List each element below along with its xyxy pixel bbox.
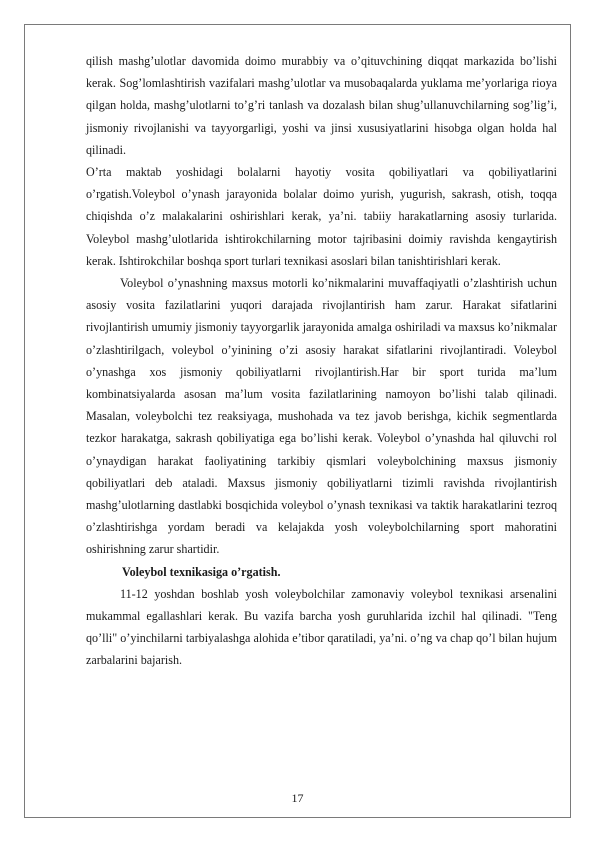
paragraph-3: Voleybol o’ynashning maxsus motorli ko’nikmalarini muvaffaqiyatli o’zlashtirish uchun asosiy vosita fazilatlarini yuqori darajada rivojlantirish ham zarur. Harakat sifatlarini rivojlantirish umumiy jismoniy tayyorgarlik jarayonida amalga oshiriladi va maxsus ko’nikmalar o’zlashtirilgach, voleybol o’yinining o’zi asosiy harakat sifatlarini rivojlantiradi. Voleybol o’ynashga xos jismoniy qobiliyatlarni rivojlantirish.Har bir sport turida ma’lum kombinatsiyalarda asosan ma’lum vosita fazilatlarining namoyon bo’lishi talab qilinadi. Masalan, voleybolchi tez reaksiyaga, mushohada va tez javob berishga, kichik segmentlarda tezkor harakatga, sakrash qobiliyatiga ega bo’lishi kerak. Voleybol o’ynashda hal qiluvchi rol o’ynaydigan harakat faoliyatining tarkibiy qismlari voleybolchining maxsus jismoniy qobiliyatlari deb ataladi. Maxsus jismoniy qobiliyatlarni tizimli ravishda rivojlantirish mashg’ulotlarning dastlabki bosqichida voleybol o’ynash texnikasi va taktik harakatlarini tezroq o’zlashtirishga yordam beradi va kelajakda yosh voleybolchilarning sport mahoratini oshirishning zarur shartidir. — [86, 276, 557, 557]
paragraph-4: 11-12 yoshdan boshlab yosh voleybolchilar zamonaviy voleybol texnikasi arsenalini mukammal egallashlari kerak. Bu vazifa barcha yosh guruhlarida izchil hal qilinadi. "Teng qo’lli" o’yinchilarni tarbiyalashga alohida e’tibor qaratiladi, ya’ni. o’ng va chap qo’l bilan hujum zarbalarini bajarish. — [86, 586, 557, 668]
page-content — [86, 50, 557, 672]
paragraph-1: qilish mashg’ulotlar davomida doimo murabbiy va o’qituvchining diqqat markazida bo’lishi kerak. Sog’lomlashtirish vazifalari mashg’ulotlar va musobaqalarda yuklama me’yorlariga rioya qilgan holda, mashg’ulotlarni to’g’ri tanlash va dozalash bilan shug’ullanuvchilarning sog’lig’i, jismoniy rivojlanishi va tayyorgarligi, yoshi va jinsi xususiyatlarini hisobga olgan holda hal qilinadi. — [86, 54, 557, 157]
page-number: 17 — [291, 791, 304, 805]
paragraph-2: O’rta maktab yoshidagi bolalarni hayotiy vosita qobiliyatlari va qobiliyatlarini o’rgatish.Voleybol o’ynash jarayonida bolalar doimo yurish, yugurish, sakrash, otish, toqqa chiqishda o’z malakalarini oshirishlari kerak, ya’ni. tabiiy harakatlarning asosiy turlarida. Voleybol mashg’ulotlarida ishtirokchilarning motor tajribasini doimiy ravishda kengaytirish kerak. Ishtirokchilar boshqa sport turlari texnikasi asoslari bilan tanishtirishlari kerak. — [86, 165, 557, 268]
section-heading: Voleybol texnikasiga o’rgatish. — [122, 564, 281, 579]
